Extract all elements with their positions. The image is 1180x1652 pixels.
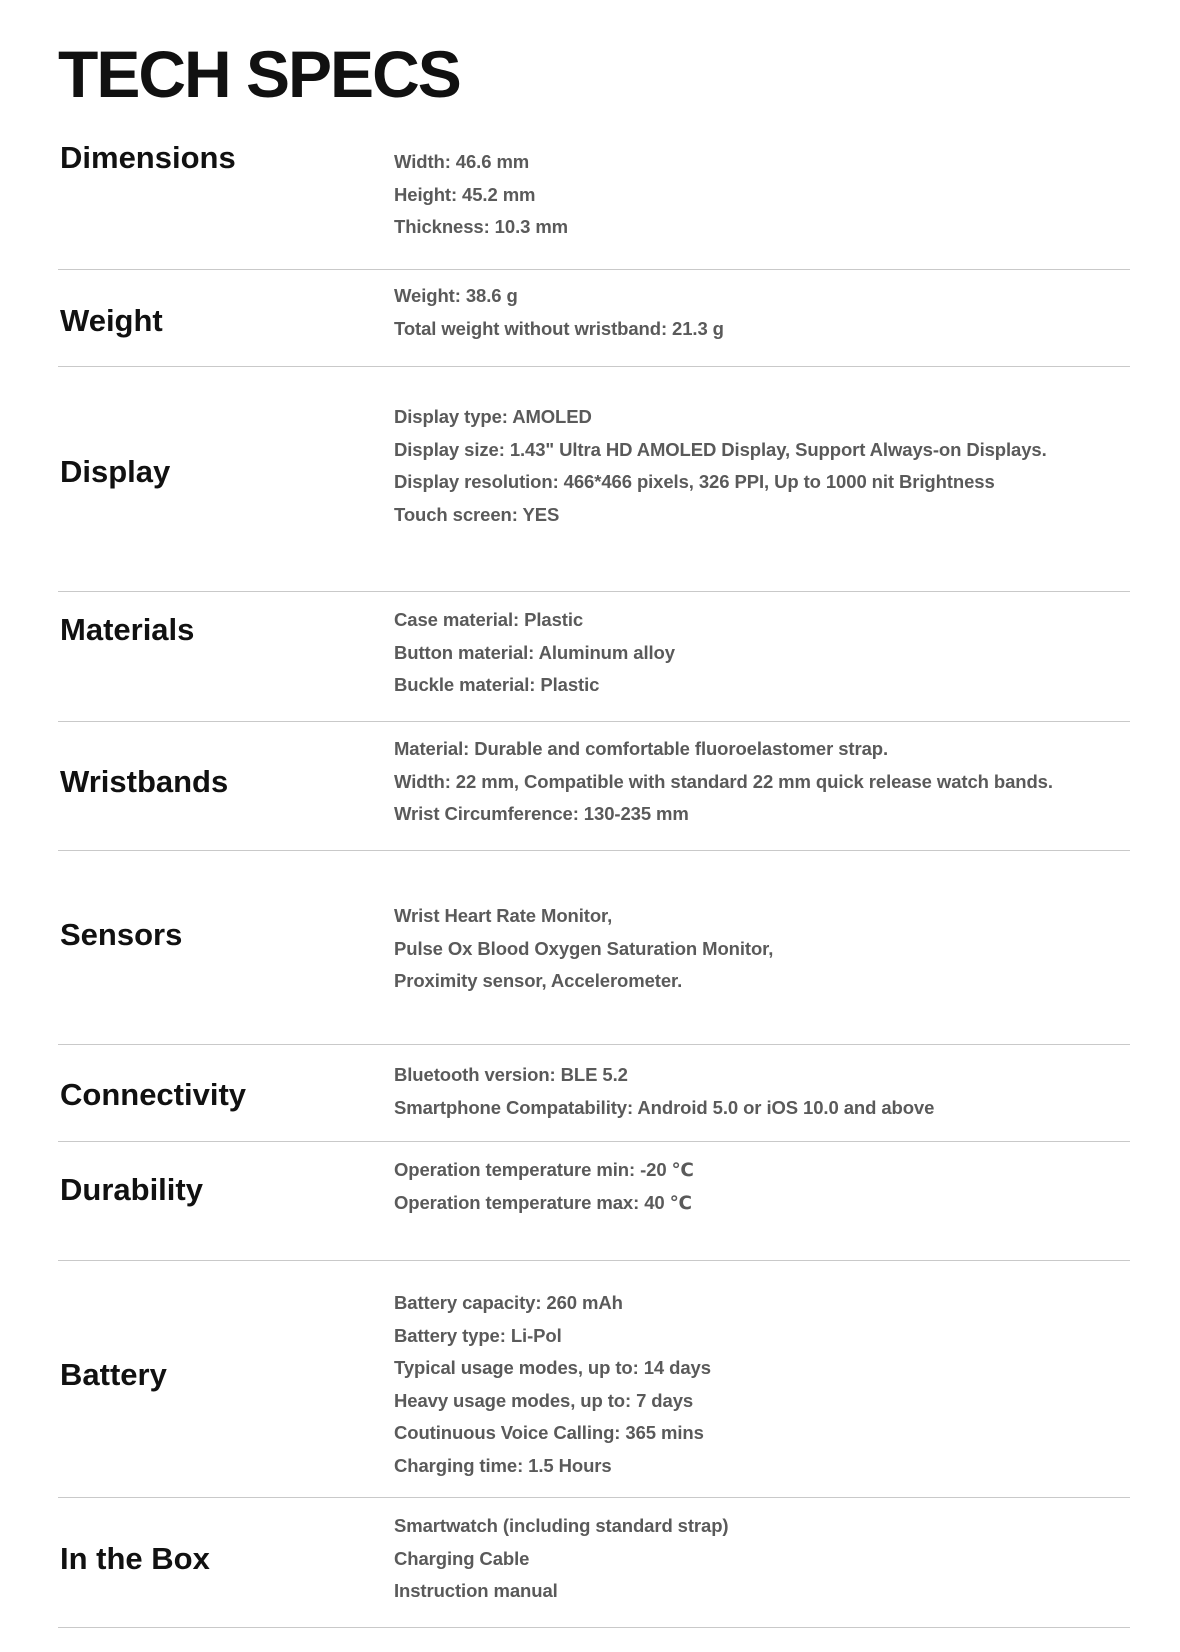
spec-list [394,280,1130,345]
section-label: Display [60,454,171,489]
spec-line: Coutinuous Voice Calling: 365 mins [394,1422,704,1443]
spec-section-weight [58,270,1130,367]
spec-line: Charging Cable [394,1547,530,1569]
spec-line: Thickness: 10.3 mm [394,216,569,237]
spec-line: Heavy usage modes, up to: 7 days [394,1389,694,1411]
spec-section-in-the-box [58,1498,1130,1628]
spec-list [394,1287,1130,1482]
section-label: Materials [60,612,195,647]
spec-line: Battery capacity: 260 mAh [394,1292,623,1313]
section-label: Battery [60,1357,167,1392]
spec-list [394,1510,1130,1608]
spec-line: Pulse Ox Blood Oxygen Saturation Monitor, [394,937,774,959]
spec-section-connectivity [58,1045,1130,1142]
spec-line: Instruction manual [394,1580,558,1601]
spec-line: Battery type: Li-Pol [394,1324,562,1346]
spec-line: Operation temperature max: 40 ℃ [394,1191,692,1213]
spec-line: Display size: 1.43" Ultra HD AMOLED Display, Support Always-on Displays. [394,438,1047,460]
spec-line: Case material: Plastic [394,609,584,630]
spec-line: Display resolution: 466*466 pixels, 326 PPI, Up to 1000 nit Brightness [394,471,995,492]
spec-line: Material: Durable and comfortable fluoroelastomer strap. [394,738,889,759]
spec-line: Display type: AMOLED [394,406,592,427]
section-label: Weight [60,303,163,338]
spec-line: Button material: Aluminum alloy [394,641,675,663]
spec-line: Smartphone Compatability: Android 5.0 or iOS 10.0 and above [394,1096,935,1118]
spec-line: Charging time: 1.5 Hours [394,1454,612,1476]
spec-list [394,1059,1130,1124]
section-label: Dimensions [60,140,236,175]
spec-section-battery [58,1261,1130,1498]
section-label: Durability [60,1172,203,1207]
page-title: TECH SPECS [58,37,460,111]
spec-list [394,900,1130,998]
spec-section-display [58,367,1130,592]
spec-line: Bluetooth version: BLE 5.2 [394,1064,628,1085]
spec-section-wristbands [58,722,1130,851]
spec-list [394,604,1130,702]
section-label: Connectivity [60,1077,247,1112]
spec-line: Width: 46.6 mm [394,151,530,172]
spec-line: Width: 22 mm, Compatible with standard 22 mm quick release watch bands. [394,770,1053,792]
spec-line: Touch screen: YES [394,503,560,525]
spec-line: Wrist Heart Rate Monitor, [394,905,613,926]
spec-line: Smartwatch (including standard strap) [394,1515,729,1536]
spec-section-durability [58,1142,1130,1261]
section-label: Wristbands [60,764,229,799]
spec-line: Height: 45.2 mm [394,183,536,205]
spec-list [394,401,1130,531]
spec-line: Total weight without wristband: 21.3 g [394,317,724,339]
spec-section-sensors [58,851,1130,1045]
spec-line: Proximity sensor, Accelerometer. [394,970,683,991]
spec-line: Weight: 38.6 g [394,285,518,306]
spec-line: Buckle material: Plastic [394,674,600,695]
spec-list [394,733,1130,831]
spec-list [394,1154,1130,1219]
section-label: In the Box [60,1541,210,1576]
spec-section-dimensions [58,126,1130,270]
spec-list [394,146,1130,244]
spec-line: Operation temperature min: -20 ℃ [394,1159,694,1180]
spec-section-materials [58,592,1130,722]
section-label: Sensors [60,917,183,952]
spec-line: Wrist Circumference: 130-235 mm [394,803,689,824]
spec-line: Typical usage modes, up to: 14 days [394,1357,711,1378]
